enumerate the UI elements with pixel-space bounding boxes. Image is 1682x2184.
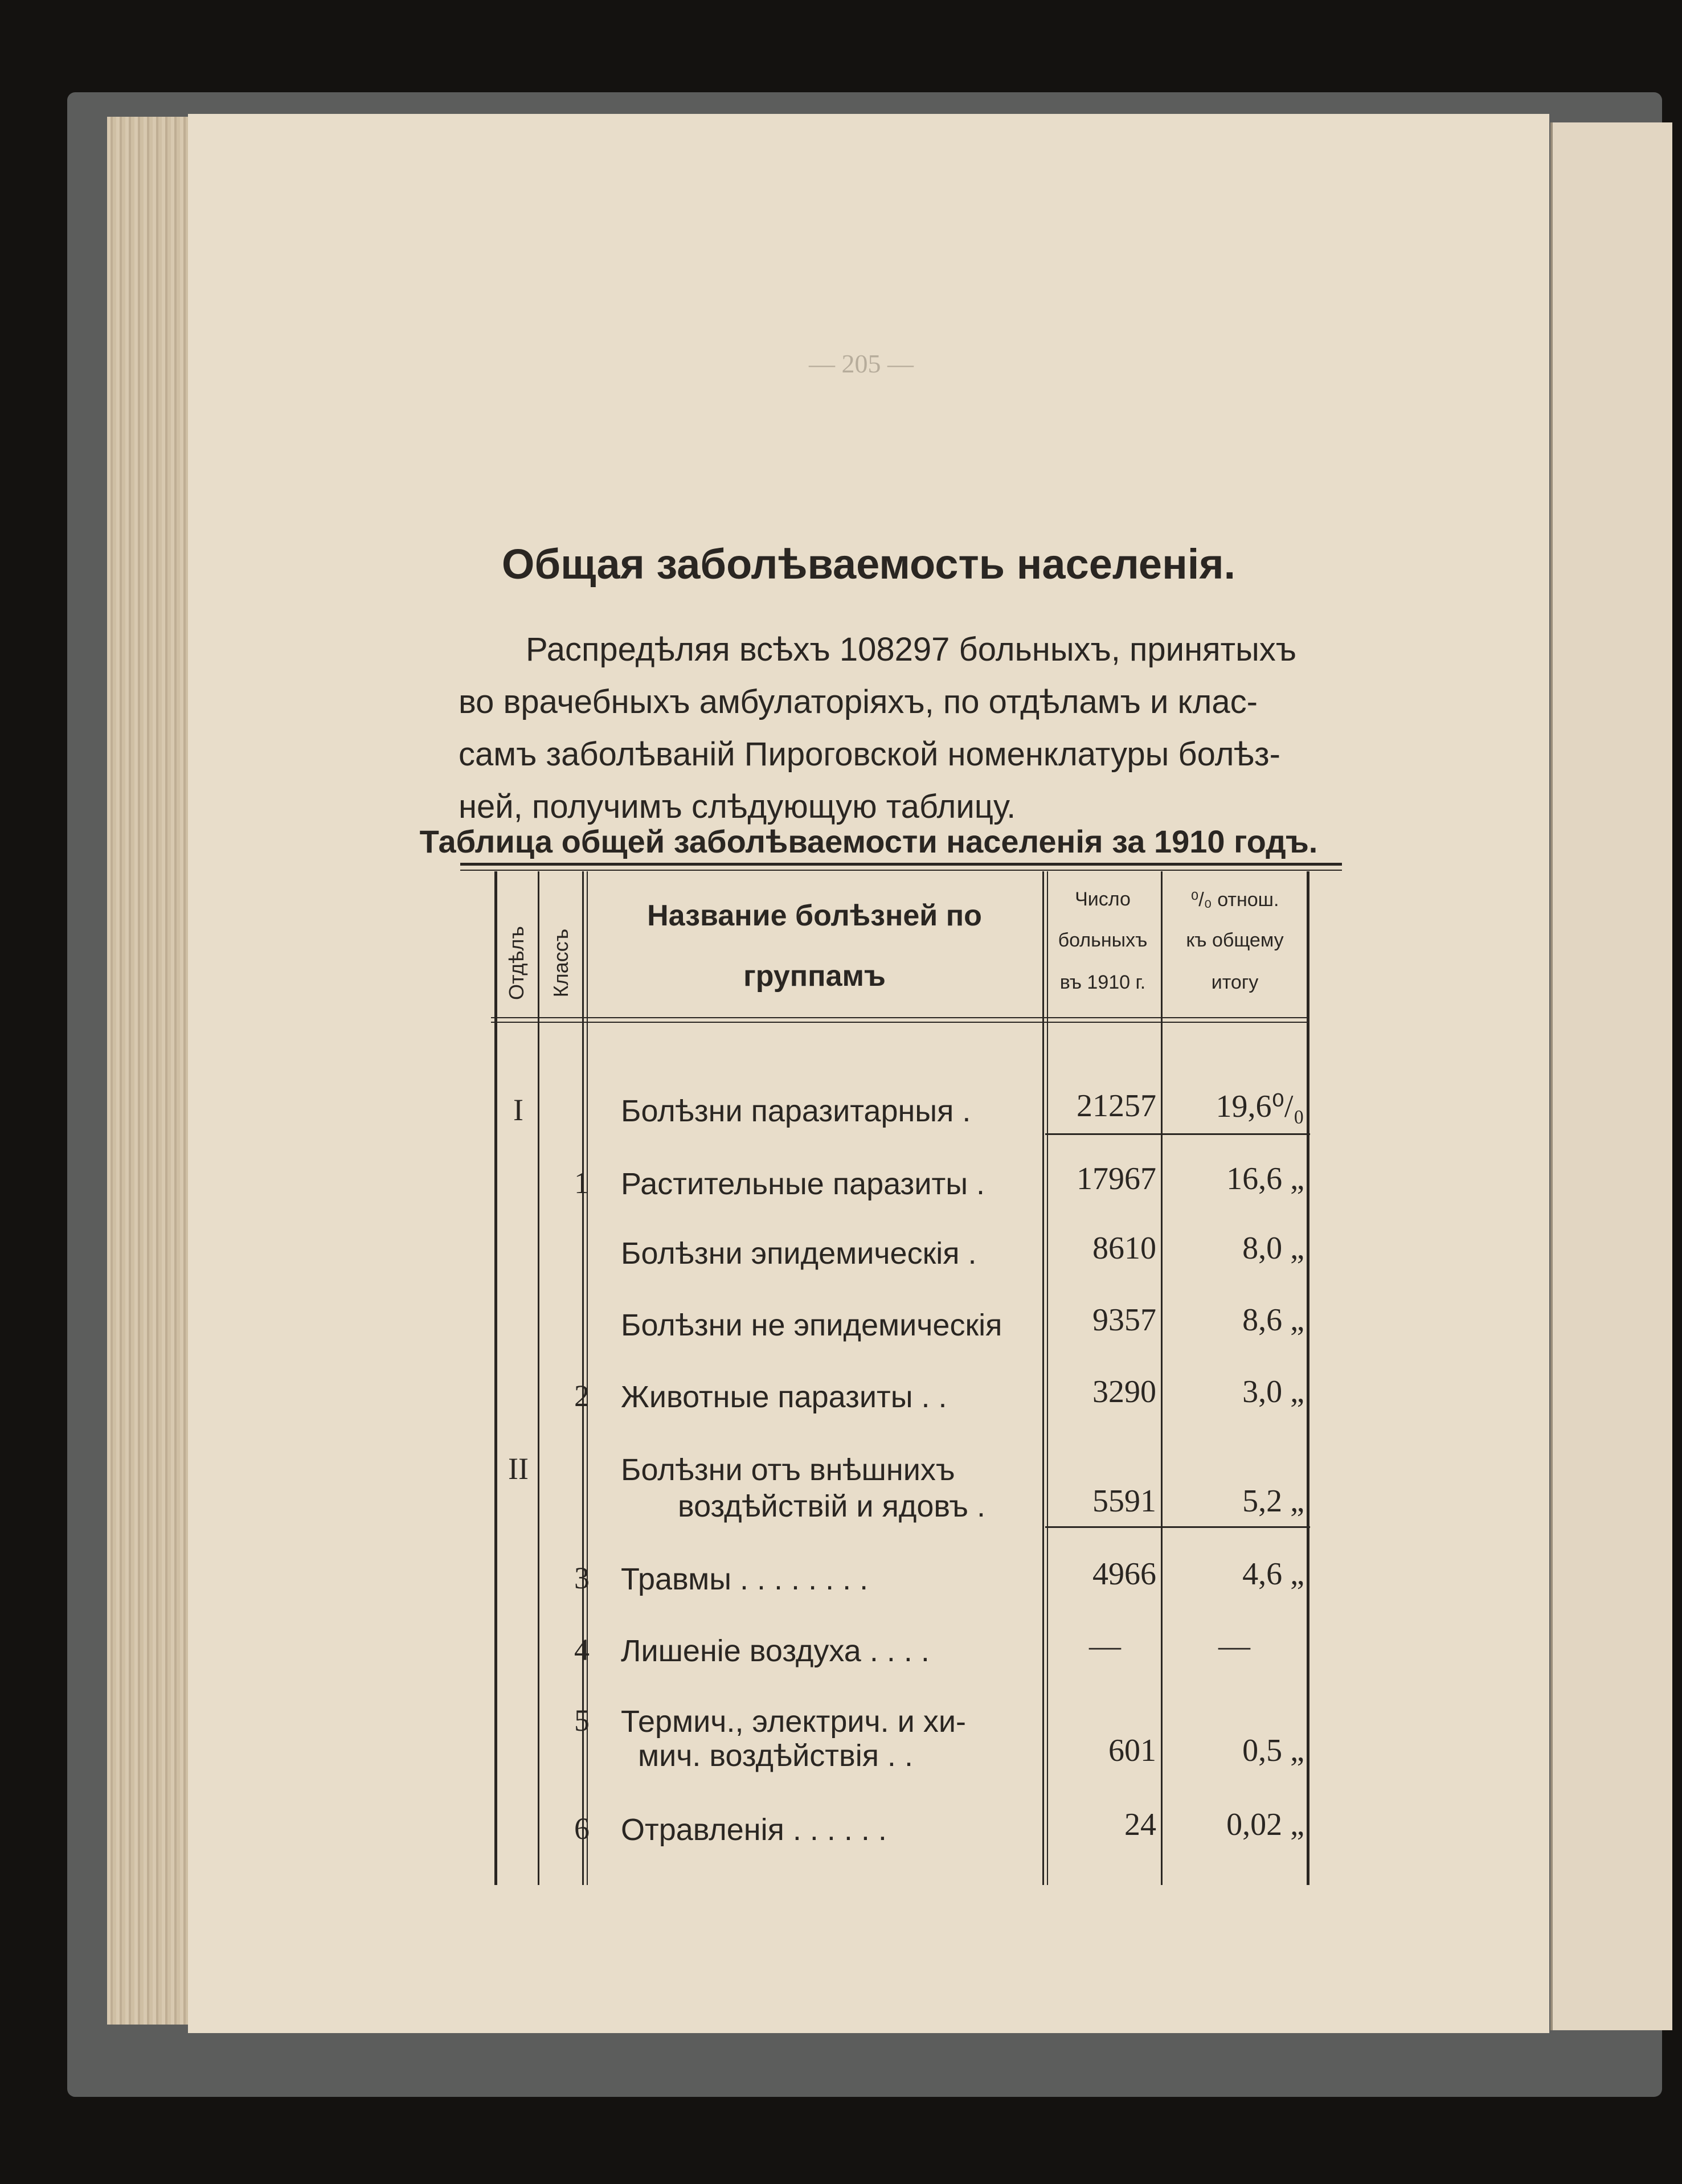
row-class: 5	[574, 1703, 590, 1738]
row-name: Лишеніе воздуха . . . .	[621, 1634, 930, 1668]
row-name: Животные паразиты . .	[621, 1380, 947, 1414]
row-name: Болѣзни отъ внѣшнихъ	[621, 1453, 955, 1487]
row-count: 8610	[1092, 1231, 1156, 1266]
header-pct-line1: ⁰/₀ отнош.	[1190, 889, 1279, 911]
col-rule	[538, 871, 539, 1885]
header-rule	[491, 1017, 1307, 1018]
page-edges	[107, 117, 198, 2025]
row-pct: 8,0 „	[1242, 1231, 1304, 1266]
row-class: 6	[574, 1812, 590, 1846]
row-section: I	[513, 1093, 523, 1127]
page-heading: Общая заболѣваемость населенія.	[501, 540, 1236, 588]
row-pct: 4,6 „	[1242, 1556, 1304, 1592]
row-class: 1	[574, 1166, 590, 1200]
header-pct-line2: къ общему	[1186, 929, 1284, 951]
table-title: Таблица общей заболѣваемости населенія за 1910 годъ.	[419, 823, 1318, 859]
row-class: 4	[574, 1633, 590, 1667]
row-name-continued: мич. воздѣйствія . .	[638, 1739, 913, 1773]
row-count: 5591	[1092, 1484, 1156, 1519]
col-rule	[1161, 871, 1163, 1885]
header-pct-line3: итогу	[1211, 972, 1259, 993]
header-section: Отдѣлъ	[505, 926, 528, 1000]
row-name: Травмы . . . . . . . .	[621, 1562, 869, 1596]
header-name-line1: Название болѣзней по	[647, 899, 982, 932]
col-rule	[494, 871, 497, 1885]
row-count: 601	[1108, 1733, 1156, 1768]
header-count-line1: Число	[1075, 888, 1131, 910]
header-count-line3: въ 1910 г.	[1059, 972, 1146, 993]
intro-paragraph	[459, 624, 1341, 833]
row-pct: 8,6 „	[1242, 1302, 1304, 1338]
row-section: II	[508, 1452, 529, 1486]
table-top-rule-thin	[460, 870, 1342, 871]
header-count-line2: больныхъ	[1058, 929, 1148, 951]
intro-line: во врачебныхъ амбулаторіяхъ, по отдѣламъ и клас-	[459, 683, 1258, 720]
row-name: Болѣзни не эпидемическія	[621, 1308, 1002, 1342]
row-count: —	[1089, 1628, 1121, 1663]
row-name: Растительные паразиты .	[621, 1167, 985, 1201]
row-pct: —	[1218, 1628, 1250, 1663]
header-class: Классъ	[549, 928, 572, 998]
col-rule	[1307, 871, 1309, 1885]
row-pct: 0,02 „	[1226, 1807, 1304, 1842]
row-class: 3	[574, 1561, 590, 1595]
row-class: 2	[574, 1379, 590, 1413]
header-rule-second	[491, 1022, 1307, 1023]
row-count: 17967	[1077, 1161, 1156, 1197]
row-name: Термич., электрич. и хи-	[621, 1704, 966, 1739]
row-count: 4966	[1092, 1556, 1156, 1592]
intro-line: ней, получимъ слѣдующую таблицу.	[459, 788, 1016, 825]
table-top-rule	[460, 863, 1342, 866]
row-name: Болѣзни эпидемическія .	[621, 1236, 977, 1271]
row-pct: 0,5 „	[1242, 1733, 1304, 1768]
row-name: Отравленія . . . . . .	[621, 1813, 887, 1847]
page-number: — 205 —	[809, 349, 914, 378]
row-count: 3290	[1092, 1374, 1156, 1409]
header-name-line2: группамъ	[743, 960, 886, 993]
intro-line: самъ заболѣваній Пироговской номенклатуры болѣз-	[459, 736, 1280, 773]
subtotal-rule	[1045, 1133, 1310, 1135]
row-name-continued: воздѣйствій и ядовъ .	[678, 1489, 986, 1523]
facing-page-edge	[1550, 122, 1672, 2030]
row-pct: 5,2 „	[1242, 1484, 1304, 1519]
row-pct: 19,6⁰/₀	[1216, 1089, 1304, 1124]
row-pct: 16,6 „	[1226, 1161, 1304, 1197]
intro-line: Распредѣляя всѣхъ 108297 больныхъ, принятыхъ	[526, 631, 1297, 668]
subtotal-rule	[1045, 1526, 1310, 1528]
row-count: 9357	[1092, 1302, 1156, 1338]
row-name: Болѣзни паразитарныя .	[621, 1094, 971, 1128]
row-pct: 3,0 „	[1242, 1374, 1304, 1409]
row-count: 21257	[1077, 1088, 1156, 1124]
row-count: 24	[1124, 1807, 1156, 1842]
